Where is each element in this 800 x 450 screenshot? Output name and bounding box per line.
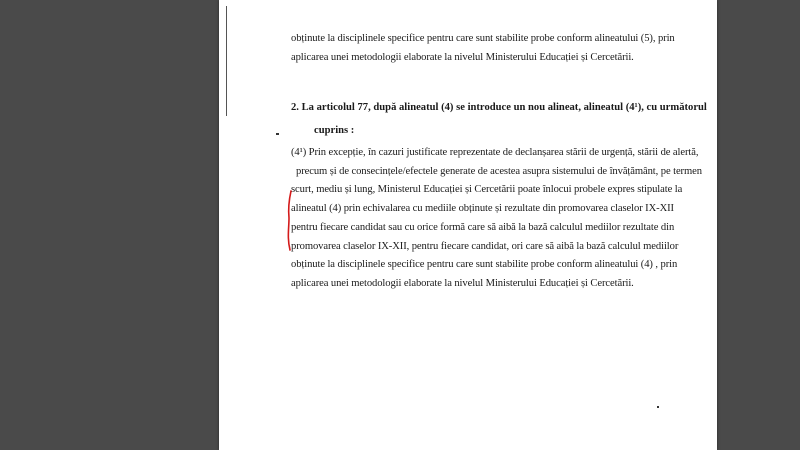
paragraph-line: promovarea claselor IX-XII, pentru fiecare candidat, ori care să aibă la bază calculul mediilor <box>291 240 679 252</box>
paragraph-line: alineatul (4) prin echivalarea cu mediile obținute și rezultate din promovarea claselor IX-XII <box>291 203 674 215</box>
document-page <box>219 0 717 450</box>
scan-speck <box>657 406 659 408</box>
heading-line: 2. La articolul 77, după alineatul (4) se introduce un nou alineat, alineatul (4¹), cu următorul <box>291 102 707 113</box>
paragraph-line: obținute la disciplinele specifice pentru care sunt stabilite probe conform alineatului (5), prin <box>291 33 675 44</box>
paragraph-line: precum și de consecințele/efectele generate de acestea asupra sistemului de învățământ, pe termen <box>296 165 702 177</box>
heading-line: cuprins : <box>314 125 355 136</box>
red-margin-annotation <box>285 190 295 252</box>
body-paragraph <box>291 144 702 294</box>
paragraph-line: aplicarea unei metodologii elaborate la nivelul Ministerului Educației și Cercetării. <box>291 51 634 63</box>
scan-speck <box>276 133 279 135</box>
paragraph-line: obținute la disciplinele specifice pentru care sunt stabilite probe conform alineatului (4) , prin <box>291 259 678 271</box>
margin-rule <box>226 6 227 116</box>
amendment-heading <box>291 96 707 142</box>
paragraph-line: aplicarea unei metodologii elaborate la nivelul Ministerului Educației și Cercetării. <box>291 277 634 289</box>
top-paragraph <box>291 30 675 67</box>
paragraph-line: scurt, mediu și lung, Ministerul Educației și Cercetării poate înlocui probele expres stipulate la <box>291 184 683 196</box>
paragraph-line: pentru fiecare candidat sau cu orice formă care să aibă la bază calculul mediilor rezultate din <box>291 221 675 233</box>
paragraph-line: (4¹) Prin excepție, în cazuri justificate reprezentate de declanșarea stării de urgență, stării de alertă, <box>291 147 699 158</box>
